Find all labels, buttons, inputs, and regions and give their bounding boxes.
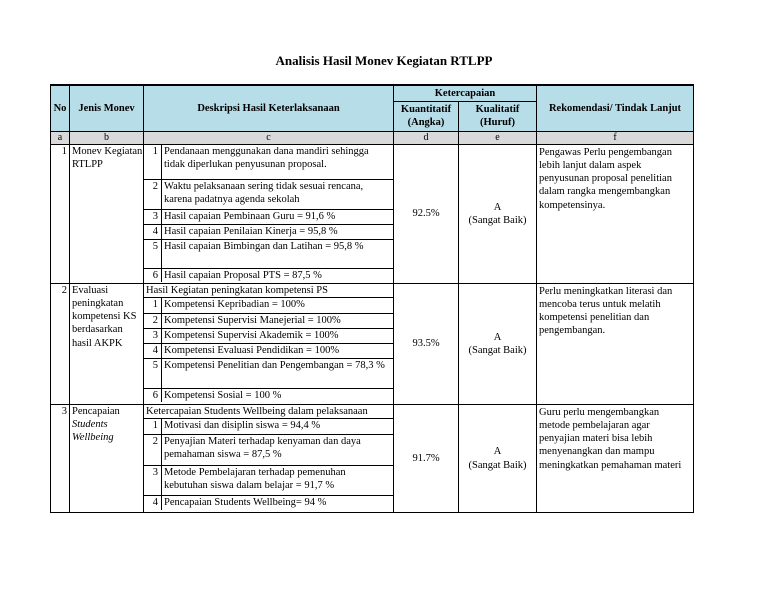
page-title: Analisis Hasil Monev Kegiatan RTLPP (275, 53, 493, 68)
kuantitatif-value: 91.7% (394, 405, 459, 513)
item-text: Kompetensi Kepribadian = 100% (162, 298, 394, 313)
item-number: 2 (144, 313, 162, 328)
item-number: 5 (144, 358, 162, 388)
item-number: 6 (144, 388, 162, 402)
list-item (144, 465, 393, 495)
header-rekomendasi: Rekomendasi/ Tindak Lanjut (537, 85, 694, 131)
item-text: Kompetensi Supervisi Manejerial = 100% (162, 313, 394, 328)
item-number: 4 (144, 224, 162, 239)
item-number: 1 (144, 298, 162, 313)
item-text: Metode Pembelajaran terhadap pemenuhan kebutuhan siswa dalam belajar = 91,7 % (162, 465, 394, 495)
item-text: Penyajian Materi terhadap kenyaman dan daya pemahaman siswa = 87,5 % (162, 434, 394, 465)
list-item (144, 239, 393, 268)
kualitatif-label: (Sangat Baik) (468, 459, 527, 471)
list-item (144, 298, 393, 313)
deskripsi-list (144, 145, 393, 282)
column-letter: f (537, 131, 694, 145)
item-number: 2 (144, 179, 162, 209)
list-item (144, 268, 393, 282)
kualitatif-grade: A (493, 331, 502, 343)
deskripsi-cell (144, 145, 394, 284)
item-text: Pendanaan menggunakan dana mandiri sehingga tidak diperlukan penyusunan proposal. (162, 145, 394, 179)
item-text: Kompetensi Penelitian dan Pengembangan = 78,3 % (162, 358, 394, 388)
list-item (144, 358, 393, 388)
table-row (51, 284, 694, 405)
list-item (144, 495, 393, 510)
kualitatif-label: (Sangat Baik) (468, 215, 527, 226)
kualitatif-cell (459, 145, 537, 284)
list-item (144, 419, 393, 434)
monev-table (50, 84, 694, 513)
item-text: Hasil capaian Pembinaan Guru = 91,6 % (162, 209, 394, 224)
item-text: Motivasi dan disiplin siswa = 94,4 % (162, 419, 394, 434)
item-number: 3 (144, 328, 162, 343)
column-letter: d (394, 131, 459, 145)
header-jenis: Jenis Monev (70, 85, 144, 131)
row-number: 3 (51, 405, 70, 513)
column-letter: b (70, 131, 144, 145)
kuantitatif-value: 93.5% (394, 284, 459, 405)
column-letter: a (51, 131, 70, 145)
kualitatif-grade: A (493, 446, 502, 458)
header-kuantitatif: Kuantitatif (Angka) (394, 101, 459, 131)
jenis-label-italic: Students Wellbeing (72, 419, 114, 444)
kualitatif-label: (Sangat Baik) (468, 345, 527, 356)
item-text: Kompetensi Sosial = 100 % (164, 389, 282, 401)
header-kualitatif: Kualitatif (Huruf) (459, 101, 537, 131)
rekomendasi-text: Guru perlu mengembangkan metode pembelajaran agar penyajian materi bisa lebih menyenangkan dan mampu meningkatkan pemahaman materi (537, 405, 694, 513)
list-item (144, 145, 393, 179)
deskripsi-heading: Hasil Kegiatan peningkatan kompetensi PS (144, 284, 393, 298)
list-item (144, 388, 393, 402)
jenis-label: Pencapaian (72, 406, 120, 417)
header-no: No (51, 85, 70, 131)
item-number: 4 (144, 343, 162, 358)
column-letter: c (144, 131, 394, 145)
item-number: 2 (144, 434, 162, 465)
item-text: Hasil capaian Penilaian Kinerja = 95,8 % (162, 224, 394, 239)
jenis-label: Evaluasi peningkatan kompetensi KS berdasarkan hasil AKPK (72, 285, 137, 349)
header-ketercapaian: Ketercapaian (394, 85, 537, 101)
item-number: 3 (144, 209, 162, 224)
list-item (144, 224, 393, 239)
kualitatif-cell (459, 284, 537, 405)
deskripsi-cell (144, 405, 394, 513)
deskripsi-list (144, 419, 393, 510)
item-text: Hasil capaian Proposal PTS = 87,5 % (164, 269, 322, 281)
column-letter: e (459, 131, 537, 145)
item-number: 6 (144, 268, 162, 282)
kualitatif-grade: A (493, 201, 502, 213)
deskripsi-heading: Ketercapaian Students Wellbeing dalam pelaksanaan (144, 405, 393, 419)
row-number: 1 (51, 145, 70, 284)
list-item (144, 179, 393, 209)
item-number: 1 (144, 145, 162, 179)
item-text: Kompetensi Evaluasi Pendidikan = 100% (162, 343, 394, 358)
item-text: Hasil capaian Bimbingan dan Latihan = 95,8 % (162, 239, 394, 268)
deskripsi-list (144, 298, 393, 402)
jenis-monev (70, 145, 144, 284)
item-text: Waktu pelaksanaan sering tidak sesuai rencana, karena padatnya agenda sekolah (162, 179, 394, 209)
jenis-label: Monev Kegiatan RTLPP (72, 146, 143, 171)
kuantitatif-value: 92.5% (394, 145, 459, 284)
table-row (51, 145, 694, 284)
item-number: 3 (144, 465, 162, 495)
list-item (144, 313, 393, 328)
list-item (144, 434, 393, 465)
kualitatif-cell (459, 405, 537, 513)
deskripsi-cell (144, 284, 394, 405)
rekomendasi-text: Perlu meningkatkan literasi dan mencoba terus untuk melatih kompetensi penelitian dan pengembangan. (537, 284, 694, 405)
item-number: 1 (144, 419, 162, 434)
item-text: Kompetensi Supervisi Akademik = 100% (162, 328, 394, 343)
table-row (51, 405, 694, 513)
item-number: 5 (144, 239, 162, 268)
list-item (144, 209, 393, 224)
rekomendasi-text: Pengawas Perlu pengembangan lebih lanjut dalam aspek penyusunan proposal penelitian dalam rangka mengembangkan kompetensinya. (537, 145, 694, 284)
jenis-monev (70, 284, 144, 405)
item-number: 4 (144, 495, 162, 510)
item-text: Pencapaian Students Wellbeing= 94 % (164, 496, 327, 508)
header-deskripsi: Deskripsi Hasil Keterlaksanaan (144, 85, 394, 131)
jenis-monev (70, 405, 144, 513)
row-number: 2 (51, 284, 70, 405)
list-item (144, 343, 393, 358)
list-item (144, 328, 393, 343)
